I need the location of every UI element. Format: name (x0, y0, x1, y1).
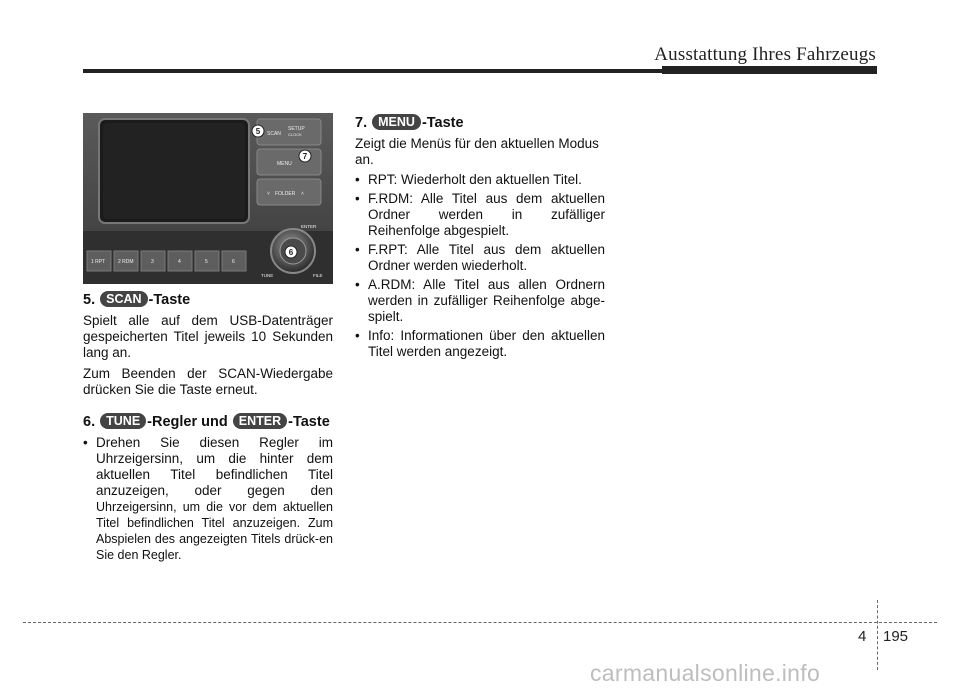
section7-list (355, 172, 605, 360)
radio-panel-photo (83, 113, 333, 284)
tune-label: TUNE (261, 273, 274, 278)
chevron-up-icon: ˄ (301, 191, 304, 197)
section5-heading: 5. SCAN -Taste (83, 292, 191, 308)
page-number: 195 (883, 628, 909, 645)
preset-3-label: 3 (151, 259, 154, 265)
section7-heading: 7. MENU -Taste (355, 115, 464, 131)
menu-badge: MENU (372, 114, 421, 130)
section5-paragraph-1: Spielt alle auf dem USB-Datenträger gespeicherten Titel jeweils 10 Sekunden lang an. (83, 313, 333, 360)
svg-text:6: 6 (288, 248, 294, 257)
radio-panel-illustration (83, 113, 333, 284)
setup-button-label: SETUP (288, 126, 305, 132)
section6-bullet: • Drehen Sie diesen Regler im Uhrzeigersinn, um die hinter dem aktuellen Titel befindlichen Titel anzuzeigen, oder gegen den Uhrzeigersinn, um die vor dem aktuellen Titel befindlichen Titel anzuzeigen. Zum Abspielen des angezeigten Titels drück-en Sie den Regler. (83, 435, 333, 563)
chapter-number: 4 (858, 628, 867, 645)
footer-rule (23, 622, 937, 623)
list-item: • F.RPT: Alle Titel aus dem aktuellen Ordner werden wiederholt. (355, 242, 605, 274)
preset-5-label: 5 (205, 259, 208, 265)
section7-intro: Zeigt die Menüs für den aktuellen Modus an. (355, 136, 599, 167)
right-column (355, 113, 605, 363)
svg-text:7: 7 (302, 152, 308, 161)
section6-list (83, 435, 333, 563)
scan-button-label: SCAN (267, 131, 281, 137)
folder-button-label: FOLDER (275, 191, 296, 197)
list-item: • A.RDM: Alle Titel aus allen Ordnern werden in zufälliger Reihenfolge abge-spielt. (355, 277, 605, 325)
list-item: • RPT: Wiederholt den aktuellen Titel. (355, 172, 605, 188)
section5-paragraph-2: Zum Beenden der SCAN-Wiedergabe drücken Sie die Taste erneut. (83, 366, 333, 397)
preset-2-label: 2 RDM (118, 259, 134, 265)
page-header-title: Ausstattung Ihres Fahrzeugs (654, 44, 876, 65)
enter-badge: ENTER (233, 413, 287, 429)
footer-divider (877, 600, 878, 670)
scan-badge: SCAN (100, 291, 147, 307)
list-item: • F.RDM: Alle Titel aus dem aktuellen Ordner werden in zufälliger Reihenfolge abgespielt. (355, 191, 605, 239)
menu-button-label: MENU (277, 161, 292, 167)
list-item: • Info: Informationen über den aktuellen Titel werden angezeigt. (355, 328, 605, 360)
preset-1-label: 1 RPT (91, 259, 106, 265)
left-column (83, 290, 333, 566)
preset-4-label: 4 (178, 259, 181, 265)
clock-button-label: CLOCK (288, 132, 302, 137)
preset-6-label: 6 (232, 259, 235, 265)
section6-heading: 6. TUNE -Regler und ENTER -Taste (83, 414, 330, 430)
header-rule-accent (662, 66, 877, 74)
file-label: FILE (313, 273, 323, 278)
tune-badge: TUNE (100, 413, 146, 429)
enter-label: ENTER (301, 224, 317, 229)
chevron-down-icon: ˅ (267, 191, 270, 197)
svg-text:5: 5 (255, 127, 261, 136)
watermark: carmanualsonline.info (590, 660, 821, 686)
